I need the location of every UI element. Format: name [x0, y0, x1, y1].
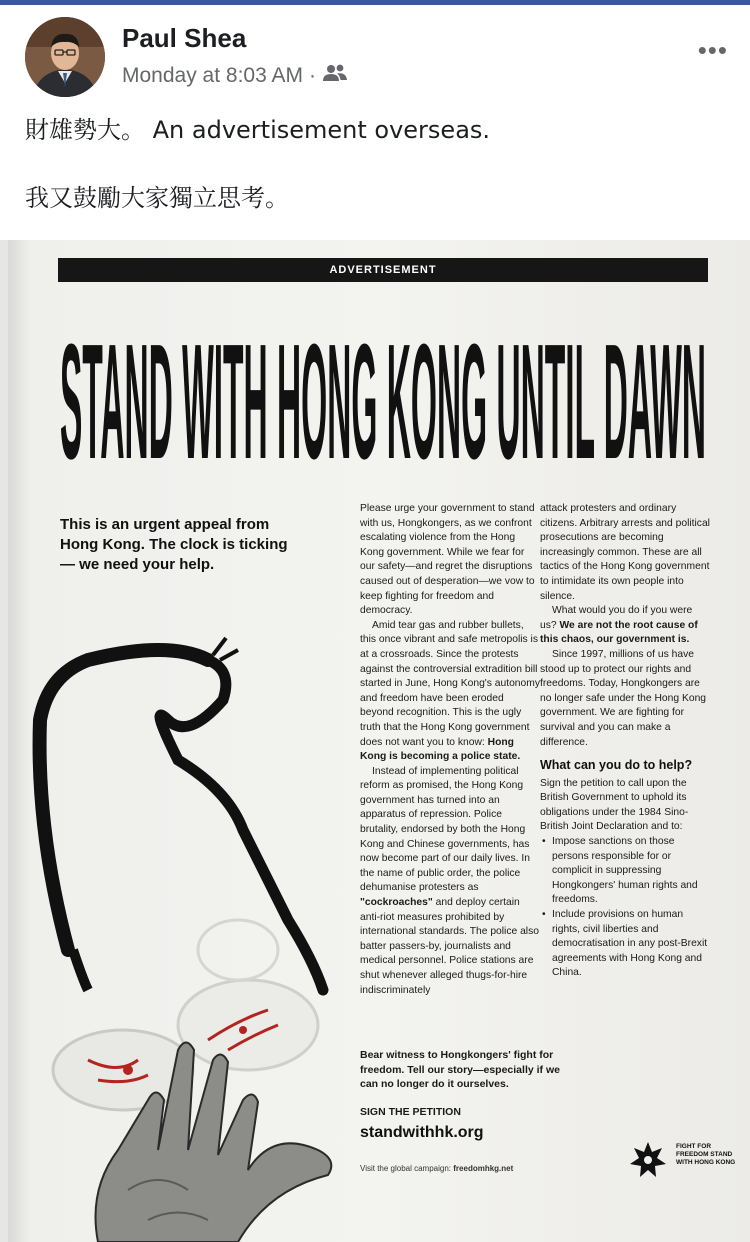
- col1-paragraph-3: Instead of implementing political reform as promised, the Hong Kong government has turned into an apparatus of repression. Police brutality, endorsed by both the Hong Kong and Chinese governments, has now become part of our daily lives. In the name of public order, the police dehumanise protesters as "cockroaches" and deploy certain anti-riot measures prohibited by international standards. The police also batter passers-by, journalists and medical personnel. Police stations are shut whenever alleged thugs-for-hire indiscriminately: [360, 765, 539, 996]
- ad-column-2: [540, 502, 710, 981]
- post-body: [25, 113, 725, 215]
- post-meta: [122, 63, 348, 89]
- witness-text: Bear witness to Hongkongers' fight for freedom. Tell our story—especially if we can no longer do it ourselves.: [360, 1049, 560, 1091]
- logo-text: FIGHT FOR FREEDOM STAND WITH HONG KONG: [676, 1143, 736, 1166]
- col1-paragraph-1: Please urge your government to stand with us, Hongkongers, as we confront escalating violence from the Hong Kong government. While we fear for our safety—and regret the disruptions caused out of desperation—we vow to keep fighting for freedom and democracy.: [360, 503, 535, 617]
- friends-icon[interactable]: [322, 63, 348, 89]
- post-photo[interactable]: [0, 240, 750, 1242]
- post-timestamp[interactable]: Monday at 8:03 AM: [122, 64, 303, 87]
- ad-illustration: [28, 630, 358, 1242]
- post-text-line-1: 財雄勢大。 An advertisement overseas.: [25, 116, 491, 144]
- col2-paragraph-2: What would you do if you were us? We are not the root cause of this chaos, our government is.: [540, 605, 698, 646]
- appeal-text: This is an urgent appeal from Hong Kong. The clock is ticking— we need your help.: [60, 516, 288, 573]
- post-text-line-2: 我又鼓勵大家獨立思考。: [25, 184, 289, 212]
- col2-paragraph-1: attack protesters and ordinary citizens. Arbitrary arrests and political prosecutions are becoming increasingly common. These are all tactics of the Hong Kong government to intimidate its own people into silence.: [540, 503, 710, 602]
- sign-petition-label: SIGN THE PETITION: [360, 1106, 461, 1118]
- avatar[interactable]: [25, 17, 105, 97]
- headline-text: STAND WITH HONG KONG UNTIL DAWN: [60, 310, 706, 478]
- campaign-logo-icon: [628, 1140, 668, 1180]
- newspaper-page: [8, 240, 750, 1242]
- more-options-button[interactable]: •••: [697, 35, 728, 65]
- global-campaign-line: Visit the global campaign: freedomhkg.net: [360, 1164, 514, 1173]
- col1-paragraph-2: Amid tear gas and rubber bullets, this once vibrant and safe metropolis is at a crossroads. Since the protests against the controversial extradition bill started in June, Hong Kong's autonomy and freedom have been eroded beyond recognition. This is the ugly truth that the Hong Kong government does not want you to know: Hong Kong is becoming a police state.: [360, 619, 540, 763]
- advertisement-banner: ADVERTISEMENT: [58, 258, 708, 282]
- help-heading: What can you do to help?: [540, 758, 693, 773]
- petition-site: standwithhk.org: [360, 1124, 484, 1141]
- list-item: • Impose sanctions on those persons responsible for or complicit in suppressing Hongkongers' human rights and freedoms.: [540, 835, 710, 908]
- post-header: [0, 5, 750, 105]
- meta-separator: ·: [308, 64, 316, 87]
- col2-paragraph-4: Sign the petition to call upon the British Government to uphold its obligations under the 1984 Sino-British Joint Declaration and to:: [540, 777, 689, 833]
- ad-column-1: [360, 502, 540, 998]
- demands-list: [540, 835, 710, 981]
- list-item: • Include provisions on human rights, civil liberties and democratisation in any post-Brexit agreements with Hong Kong and China.: [540, 908, 710, 981]
- ad-headline: [58, 288, 708, 478]
- col2-paragraph-3: Since 1997, millions of us have stood up to protect our rights and freedoms. Today, Hongkongers are no longer safe under the Hong Kong government. We are fighting for survival and you can make a difference.: [540, 648, 707, 748]
- author-name[interactable]: Paul Shea: [122, 23, 247, 53]
